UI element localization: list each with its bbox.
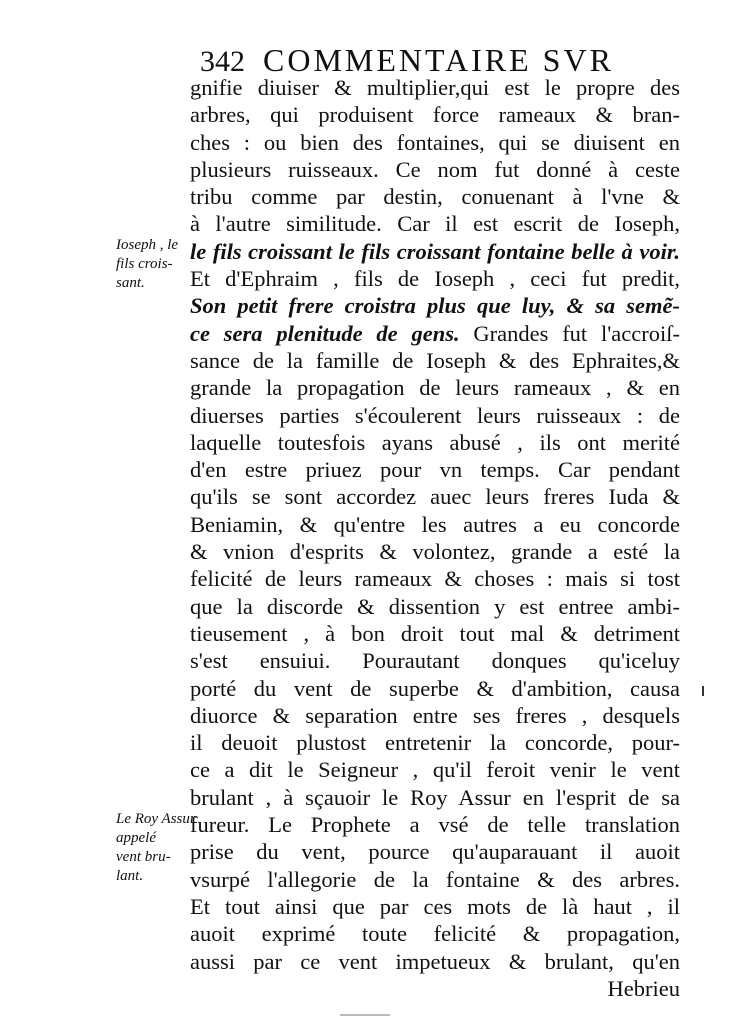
text-line: & vnion d'esprits & volontez, grande a esté la <box>190 539 680 565</box>
text-line: porté du vent de superbe & d'ambition, causa <box>190 675 680 701</box>
text-line: il deuoit plustost entretenir la concorde, pour- <box>190 730 680 756</box>
margin-note-line: sant. <box>116 275 145 291</box>
text-line: diuorce & separation entre ses freres , desquels <box>190 702 680 728</box>
text-line: ches : ou bien des fontaines, qui se diuisent en <box>190 129 680 155</box>
page-number: 342 <box>200 45 245 78</box>
text-line: tieusement , à bon droit tout mal & detriment <box>190 620 680 646</box>
text-line: Et d'Ephraim , fils de Ioseph , ceci fut predit, <box>190 266 680 292</box>
text-line: felicité de leurs rameaux & choses : mais si tost <box>190 566 680 592</box>
margin-note-joseph <box>116 236 196 293</box>
italic-quote-line: le fils croissant le fils croissant fontaine belle à voir. <box>190 238 680 264</box>
text-line: Et tout ainsi que par ces mots de là haut , il <box>190 893 680 919</box>
margin-note-line: lant. <box>116 868 144 884</box>
text-line: que la discorde & dissention y est entree ambi- <box>190 593 680 619</box>
text-line: tribu comme par destin, conuenant à l'vne & <box>190 184 680 210</box>
italic-quote-fragment: ce sera plenitude de gens. <box>190 320 460 346</box>
margin-note-line: appelé <box>116 830 156 846</box>
body-text <box>190 74 680 1002</box>
italic-quote-line: Son petit frere croistra plus que luy, & sa semẽ- <box>190 293 680 319</box>
mixed-text-line <box>190 320 680 347</box>
margin-note-line: Le Roy Assur <box>116 811 196 827</box>
margin-note-roy-assur <box>116 810 196 886</box>
text-line: sance de la famille de Ioseph & des Ephraites,& <box>190 347 680 373</box>
text-line: s'est ensuiui. Pourautant donques qu'iceluy <box>190 648 680 674</box>
margin-note-line: Ioseph , le <box>116 237 179 253</box>
ink-mark <box>702 686 704 696</box>
text-line: brulant , à sçauoir le Roy Assur en l'esprit de sa <box>190 784 680 810</box>
text-line: laquelle toutesfois ayans abusé , ils ont merité <box>190 429 680 455</box>
text-line: à l'autre similitude. Car il est escrit de Ioseph, <box>190 211 680 237</box>
margin-note-line: vent bru- <box>116 849 171 865</box>
text-line: auoit exprimé toute felicité & propagation, <box>190 921 680 947</box>
text-line: Beniamin, & qu'entre les autres a eu concorde <box>190 511 680 537</box>
text-line: fureur. Le Prophete a vsé de telle translation <box>190 812 680 838</box>
catchword: Hebrieu <box>607 975 680 1001</box>
text-line: gnifie diuiser & multiplier,qui est le propre des <box>190 75 680 100</box>
text-line: d'en estre priuez pour vn temps. Car pendant <box>190 457 680 483</box>
text-line: plusieurs ruisseaux. Ce nom fut donné à ceste <box>190 156 680 182</box>
text-line: vsurpé l'allegorie de la fontaine & des arbres. <box>190 866 680 892</box>
text-line: diuerses parties s'écoulerent leurs ruisseaux : de <box>190 402 680 428</box>
text-line: ce a dit le Seigneur , qu'il feroit venir le vent <box>190 757 680 783</box>
text-line: grande la propagation de leurs rameaux , & en <box>190 375 680 401</box>
margin-note-line: fils crois- <box>116 256 173 272</box>
text-line: aussi par ce vent impetueux & brulant, qu'en <box>190 948 680 974</box>
text-line: prise du vent, pource qu'auparauant il auoit <box>190 839 680 865</box>
text-line: arbres, qui produisent force rameaux & bran- <box>190 102 680 128</box>
text-fragment: Grandes fut l'accroiſ- <box>473 320 680 346</box>
text-line: qu'ils se sont accordez auec leurs freres Iuda & <box>190 484 680 510</box>
running-title: COMMENTAIRE SVR <box>263 42 614 78</box>
bottom-smudge <box>340 1014 390 1016</box>
